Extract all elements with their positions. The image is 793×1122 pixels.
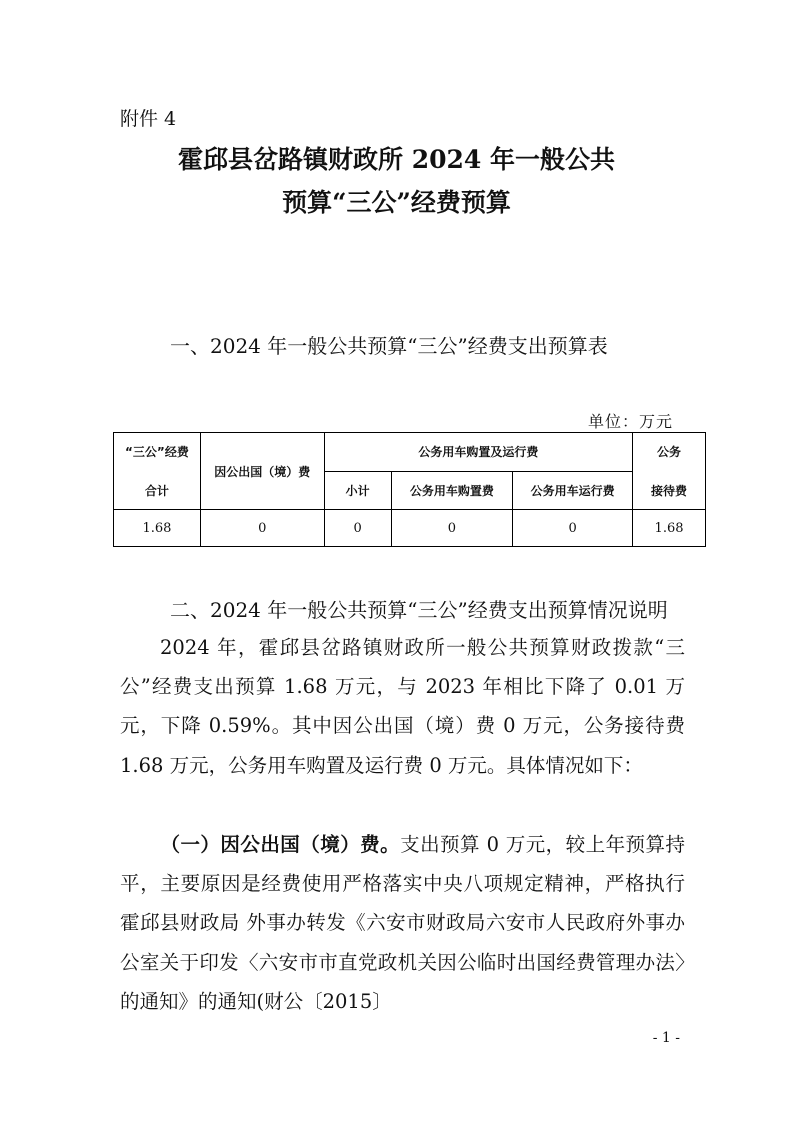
budget-table xyxy=(113,432,706,547)
value-reception: 1.68 xyxy=(633,510,706,547)
attachment-label: 附件 4 xyxy=(120,108,177,130)
value-total: 1.68 xyxy=(114,510,201,547)
header-abroad: 因公出国（境）费 xyxy=(200,433,324,510)
header-reception xyxy=(633,433,706,510)
document-title-line2: 预算“三公”经费预算 xyxy=(282,188,511,217)
unit-label: 单位：万元 xyxy=(587,412,673,431)
paragraph-overview xyxy=(120,628,685,785)
header-total-top: “三公”经费 xyxy=(125,445,189,459)
header-vehicle-operation: 公务用车运行费 xyxy=(513,471,633,510)
header-reception-top: 公务 xyxy=(657,445,682,459)
value-abroad: 0 xyxy=(200,510,324,547)
header-total xyxy=(114,433,201,510)
value-vehicle-operation: 0 xyxy=(513,510,633,547)
header-total-bottom: 合计 xyxy=(144,484,169,498)
paragraph-abroad-body: 支出预算 0 万元，较上年预算持平，主要原因是经费使用严格落实中央八项规定精神，严格执行霍邱县财政局 外事办转发《六安市财政局六安市人民政府外事办公室关于印发〈六安市市直党政机关因公临时出国经费管理办法〉的通知》的通知(财公〔2015〕 xyxy=(120,833,685,1013)
value-subtotal: 0 xyxy=(324,510,391,547)
paragraph-overview-text: 2024 年，霍邱县岔路镇财政所一般公共预算财政拨款“三公”经费支出预算 1.68 万元，与 2023 年相比下降了 0.01 万元，下降 0.59%。其中因公出国（境）费 0 万元，公务接待费 1.68 万元，公务用车购置及运行费 0 万元。具体情况如下： xyxy=(120,636,685,777)
paragraph-abroad-lead: （一）因公出国（境）费。 xyxy=(160,833,401,856)
paragraph-abroad xyxy=(120,825,685,1021)
header-reception-bottom: 接待费 xyxy=(651,484,688,498)
header-vehicle-group: 公务用车购置及运行费 xyxy=(324,433,632,472)
value-vehicle-purchase: 0 xyxy=(391,510,513,547)
document-title-line1: 霍邱县岔路镇财政所 2024 年一般公共 xyxy=(178,145,615,174)
section2-heading: 二、2024 年一般公共预算“三公”经费支出预算情况说明 xyxy=(170,598,668,622)
page-number: - 1 - xyxy=(652,1030,680,1046)
section1-heading: 一、2024 年一般公共预算“三公”经费支出预算表 xyxy=(170,334,608,358)
header-vehicle-purchase: 公务用车购置费 xyxy=(391,471,513,510)
header-subtotal: 小计 xyxy=(324,471,391,510)
